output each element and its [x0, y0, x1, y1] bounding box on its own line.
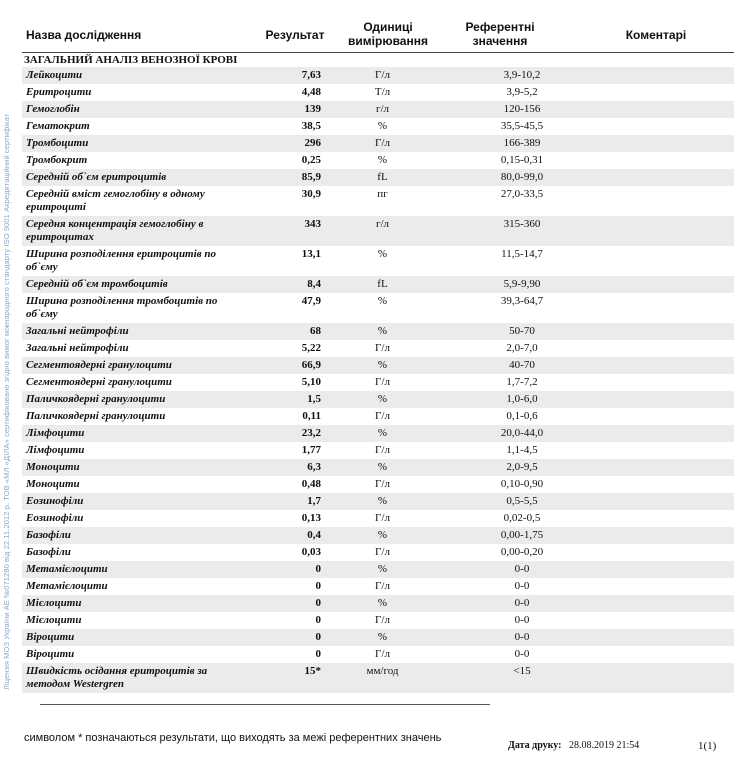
test-name: Базофіли [26, 546, 71, 558]
reference-range: 0-0 [514, 580, 530, 592]
reference-range: 0,10-0,90 [500, 478, 544, 490]
result-value: 0 [315, 580, 321, 592]
test-name: Лейкоцити [26, 69, 83, 81]
header-units [340, 20, 436, 48]
reference-range: 2,0-7,0 [506, 342, 538, 354]
header-units-line1: Одиниці [363, 20, 413, 34]
unit: % [377, 325, 388, 337]
test-name: Гемоглобін [26, 103, 80, 115]
reference-range: 20,0-44,0 [500, 427, 544, 439]
test-name: Мієлоцити [26, 614, 82, 626]
test-name: Мієлоцити [26, 597, 82, 609]
reference-range: 5,9-9,90 [503, 278, 541, 290]
unit: Г/л [375, 69, 390, 81]
reference-range: 1,1-4,5 [506, 444, 538, 456]
reference-range: 0-0 [514, 631, 530, 643]
unit: fL [377, 171, 388, 183]
test-name: Сегментоядерні гранулоцити [26, 376, 172, 388]
unit: % [377, 529, 388, 541]
header-result: Результат [265, 28, 325, 42]
unit: пг [377, 188, 388, 200]
test-name: Метамієлоцити [26, 563, 108, 575]
unit: % [377, 248, 388, 260]
table-row [22, 276, 734, 293]
table-row [22, 84, 734, 101]
signature-line [40, 704, 490, 705]
reference-range: 0-0 [514, 597, 530, 609]
unit: Г/л [375, 478, 390, 490]
result-value: 0,13 [301, 512, 321, 524]
table-row [22, 595, 734, 612]
reference-range: 80,0-99,0 [500, 171, 544, 183]
test-name: Базофіли [26, 529, 71, 541]
result-value: 0,4 [307, 529, 321, 541]
result-value: 66,9 [301, 359, 321, 371]
results-table-body [22, 67, 734, 693]
test-name: Лімфоцити [26, 427, 85, 439]
reference-range: 0-0 [514, 614, 530, 626]
test-name: Моноцити [26, 478, 80, 490]
reference-range: 27,0-33,5 [500, 188, 544, 200]
table-header [22, 18, 734, 53]
unit: % [377, 359, 388, 371]
reference-range: 120-156 [503, 103, 541, 115]
result-value: 0,11 [302, 410, 321, 422]
unit: мм/год [366, 665, 399, 677]
result-value: 0 [315, 648, 321, 660]
unit: Г/л [375, 376, 390, 388]
reference-range: 0-0 [514, 563, 530, 575]
reference-range: 3,9-10,2 [503, 69, 541, 81]
reference-range: <15 [513, 665, 531, 677]
footnote: символом * позначаються результати, що виходять за межі референтних значень [24, 732, 442, 744]
table-row [22, 135, 734, 152]
table-row [22, 216, 734, 246]
reference-range: 40-70 [509, 359, 535, 371]
result-value: 68 [310, 325, 321, 337]
unit: Т/л [374, 86, 391, 98]
header-test-name: Назва дослідження [26, 28, 142, 42]
test-name: Паличкоядерні гранулоцити [26, 410, 166, 422]
unit: fL [377, 278, 388, 290]
header-reference [442, 20, 558, 48]
reference-range: 0-0 [514, 648, 530, 660]
test-name: Віроцити [26, 648, 75, 660]
test-name: Паличкоядерні гранулоцити [26, 393, 166, 405]
reference-range: 166-389 [503, 137, 541, 149]
table-row [22, 323, 734, 340]
unit: % [377, 631, 388, 643]
result-value: 15* [304, 665, 321, 677]
unit: Г/л [375, 410, 390, 422]
table-row [22, 425, 734, 442]
result-value: 4,48 [301, 86, 321, 98]
unit: Г/л [375, 546, 390, 558]
unit: Г/л [375, 580, 390, 592]
unit: Г/л [375, 137, 390, 149]
header-comments: Коментарі [625, 28, 687, 42]
test-name: Середній об`єм еритроцитів [26, 171, 167, 183]
unit: % [377, 393, 388, 405]
reference-range: 0,1-0,6 [506, 410, 538, 422]
result-value: 139 [304, 103, 321, 115]
table-row [22, 293, 734, 323]
test-name: Середній об`єм тромбоцитів [26, 278, 168, 290]
result-value: 1,7 [307, 495, 321, 507]
result-value: 5,22 [301, 342, 321, 354]
result-value: 23,2 [301, 427, 321, 439]
test-name: Загальні нейтрофіли [26, 342, 129, 354]
table-row [22, 612, 734, 629]
unit: Г/л [375, 614, 390, 626]
header-reference-line2: значення [472, 34, 528, 48]
reference-range: 1,0-6,0 [506, 393, 538, 405]
table-row [22, 527, 734, 544]
header-units-line2: вимірювання [348, 34, 428, 48]
table-row [22, 67, 734, 84]
unit: % [377, 295, 388, 307]
test-name: Ширина розподілення еритроцитів по об`єму [26, 248, 216, 273]
result-value: 1,5 [307, 393, 321, 405]
reference-range: 315-360 [503, 218, 541, 230]
test-name: Еритроцити [26, 86, 92, 98]
reference-range: 0,00-1,75 [500, 529, 544, 541]
table-row [22, 459, 734, 476]
test-name: Моноцити [26, 461, 80, 473]
table-row [22, 246, 734, 276]
print-date-label: Дата друку: [508, 740, 562, 751]
table-row [22, 493, 734, 510]
license-sidebar [0, 0, 16, 700]
table-row [22, 374, 734, 391]
unit: % [377, 495, 388, 507]
result-value: 47,9 [301, 295, 321, 307]
test-name: Загальні нейтрофіли [26, 325, 129, 337]
test-name: Ширина розподілення тромбоцитів по об`єму [26, 295, 218, 320]
reference-range: 0,02-0,5 [503, 512, 541, 524]
table-row [22, 340, 734, 357]
reference-range: 35,5-45,5 [500, 120, 544, 132]
lab-report [22, 18, 734, 693]
print-date-value: 28.08.2019 21:54 [569, 740, 640, 751]
result-value: 7,63 [301, 69, 321, 81]
reference-range: 0,5-5,5 [506, 495, 538, 507]
test-name: Гематокрит [26, 120, 90, 132]
table-row [22, 442, 734, 459]
result-value: 296 [304, 137, 321, 149]
table-row [22, 186, 734, 216]
reference-range: 50-70 [509, 325, 535, 337]
result-value: 38,5 [301, 120, 321, 132]
unit: % [377, 154, 388, 166]
table-row [22, 510, 734, 527]
unit: г/л [375, 103, 390, 115]
table-row [22, 476, 734, 493]
test-name: Еозинофіли [26, 495, 84, 507]
unit: % [377, 120, 388, 132]
unit: Г/л [375, 444, 390, 456]
table-row [22, 152, 734, 169]
unit: % [377, 563, 388, 575]
table-row [22, 101, 734, 118]
test-name: Середня концентрація гемоглобіну в еритроцитах [26, 218, 204, 243]
test-name: Тромбоцити [26, 137, 89, 149]
table-row [22, 578, 734, 595]
reference-range: 2,0-9,5 [506, 461, 538, 473]
result-value: 343 [304, 218, 321, 230]
unit: % [377, 427, 388, 439]
unit: Г/л [375, 342, 390, 354]
table-row [22, 357, 734, 374]
test-name: Лімфоцити [26, 444, 85, 456]
table-row [22, 544, 734, 561]
result-value: 0,03 [301, 546, 321, 558]
table-row [22, 118, 734, 135]
result-value: 85,9 [301, 171, 321, 183]
test-name: Сегментоядерні гранулоцити [26, 359, 172, 371]
reference-range: 0,00-0,20 [500, 546, 544, 558]
test-name: Еозинофіли [26, 512, 84, 524]
page-number: 1(1) [698, 740, 717, 752]
test-name: Метамієлоцити [26, 580, 108, 592]
unit: % [377, 597, 388, 609]
unit: Г/л [375, 512, 390, 524]
table-row [22, 646, 734, 663]
unit: Г/л [375, 648, 390, 660]
result-value: 0 [315, 631, 321, 643]
test-name: Віроцити [26, 631, 75, 643]
result-value: 8,4 [307, 278, 321, 290]
unit: г/л [375, 218, 390, 230]
result-value: 0 [315, 597, 321, 609]
result-value: 0,25 [301, 154, 321, 166]
result-value: 0 [315, 614, 321, 626]
result-value: 30,9 [301, 188, 321, 200]
section-title: ЗАГАЛЬНИЙ АНАЛІЗ ВЕНОЗНОЇ КРОВІ [24, 54, 238, 66]
table-row [22, 391, 734, 408]
header-reference-line1: Референтні [465, 20, 535, 34]
reference-range: 1,7-7,2 [506, 376, 538, 388]
result-value: 6,3 [307, 461, 321, 473]
test-name: Швидкість осідання еритроцитів за методом Westergren [26, 665, 208, 690]
reference-range: 39,3-64,7 [500, 295, 544, 307]
table-row [22, 629, 734, 646]
table-row [22, 663, 734, 693]
table-row [22, 408, 734, 425]
result-value: 1,77 [301, 444, 321, 456]
table-row [22, 169, 734, 186]
table-row [22, 561, 734, 578]
result-value: 0,48 [301, 478, 321, 490]
result-value: 5,10 [301, 376, 321, 388]
result-value: 0 [315, 563, 321, 575]
result-value: 13,1 [301, 248, 321, 260]
reference-range: 3,9-5,2 [506, 86, 538, 98]
test-name: Тромбокрит [26, 154, 88, 166]
license-text: Ліцензія МОЗ України АЕ №071280 від 22.11.2012 р. ТОВ «МЛ «ДІЛА» сертифіковано згідно вимог міжнародного стандарту ISO 9001 Акредитаційний сертифікат [2, 113, 11, 690]
reference-range: 11,5-14,7 [501, 248, 543, 260]
unit: % [377, 461, 388, 473]
reference-range: 0,15-0,31 [500, 154, 544, 166]
test-name: Середній вміст гемоглобіну в одному еритроциті [26, 188, 205, 213]
